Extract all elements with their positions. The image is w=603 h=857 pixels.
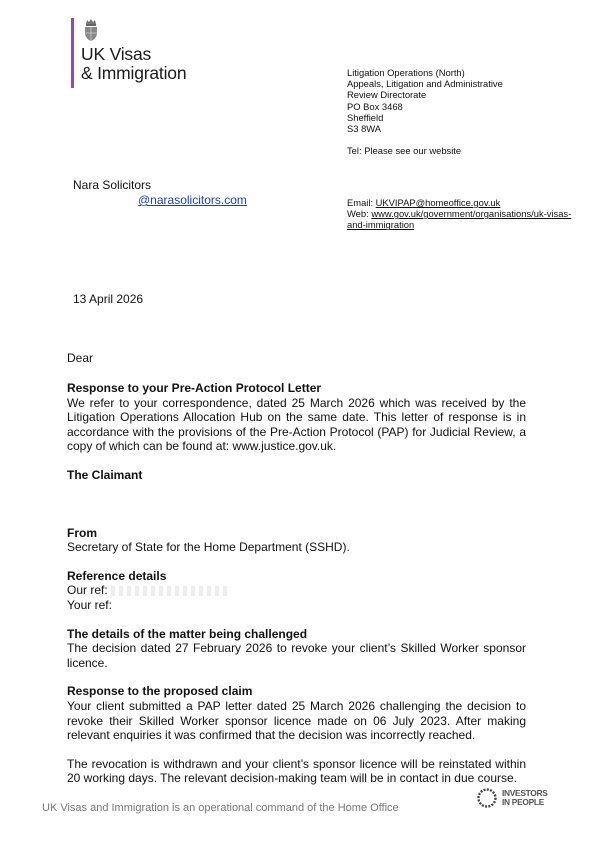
section-text: Secretary of State for the Home Department (SSHD). [67, 540, 350, 555]
recipient-email-link[interactable]: @narasolicitors.com [138, 193, 247, 207]
address-line: Appeals, Litigation and Administrative [347, 78, 503, 90]
section-text: We refer to your correspondence, dated 25 March 2026 which was received by the Litigation Operations Allocation Hub on the same date. This letter of response is in accordance with the provisions of the Pre-Action Protocol (PAP) for Judicial Review, a copy of which can be found at: www.justice.gov.uk. [67, 395, 526, 454]
email-line [347, 197, 587, 208]
section-pap-response [67, 381, 526, 454]
letter-date: 13 April 2026 [73, 292, 144, 306]
web-link-continued[interactable]: and-immigration [347, 219, 415, 231]
section-proposed-claim [67, 684, 526, 786]
section-claimant [67, 468, 526, 526]
section-matter-challenged [67, 627, 526, 671]
recipient-block [73, 178, 247, 208]
email-link[interactable]: UKVIPAP@homeoffice.gov.uk [375, 197, 501, 208]
recipient-name: Nara Solicitors [73, 178, 152, 192]
email-label: Email: [347, 197, 376, 208]
section-reference [67, 569, 526, 613]
your-ref: Your ref: [67, 597, 112, 612]
section-text: Your client submitted a PAP letter dated 25 March 2026 challenging the decision to revoke their Skilled Worker sponsor licence made on 06 July 2023. After making relevant enquiries it was confirmed that the decision was incorrectly reached. [67, 698, 526, 743]
section-from [67, 526, 526, 555]
section-text-2: The revocation is withdrawn and your client’s sponsor licence will be reinstated within 20 working days. The relevant decision-making team will be in contact in due course. [67, 756, 526, 786]
ukvi-logo [71, 18, 186, 88]
section-text: The decision dated 27 February 2026 to revoke your client’s Skilled Worker sponsor licence. [67, 641, 526, 670]
address-line: S3 8WA [347, 123, 382, 135]
address-line: Review Directorate [347, 89, 427, 101]
section-title: Response to your Pre-Action Protocol Letter [67, 381, 322, 395]
telephone-line: Tel: Please see our website [347, 145, 462, 157]
sender-address [347, 67, 503, 157]
section-title: Reference details [67, 568, 167, 583]
footer-text: UK Visas and Immigration is an operational command of the Home Office [42, 802, 399, 814]
badge-line-2: IN PEOPLE [502, 797, 544, 807]
badge-line-1: INVESTORS [502, 788, 548, 798]
address-line: PO Box 3468 [347, 100, 403, 112]
web-link[interactable]: www.gov.uk/government/organisations/uk-visas- [371, 208, 572, 220]
sender-contact [347, 197, 587, 231]
redacted-value [111, 586, 231, 596]
royal-crest-icon [82, 18, 100, 42]
letter-body [67, 381, 526, 786]
web-label: Web: [347, 208, 372, 220]
web-line [347, 208, 587, 219]
laurel-wreath-icon [476, 787, 498, 809]
section-title: From [67, 525, 97, 540]
address-line: Sheffield [347, 111, 384, 123]
logo-line-1: UK Visas [81, 44, 152, 64]
salutation: Dear [67, 351, 94, 365]
section-title: Response to the proposed claim [67, 684, 253, 699]
our-ref: Our ref: [67, 583, 526, 598]
section-title: The details of the matter being challenged [67, 626, 308, 641]
logo-line-2: & Immigration [81, 63, 187, 83]
section-title: The Claimant [67, 467, 143, 482]
investors-in-people-badge [476, 787, 548, 809]
address-line: Litigation Operations (North) [347, 67, 465, 78]
